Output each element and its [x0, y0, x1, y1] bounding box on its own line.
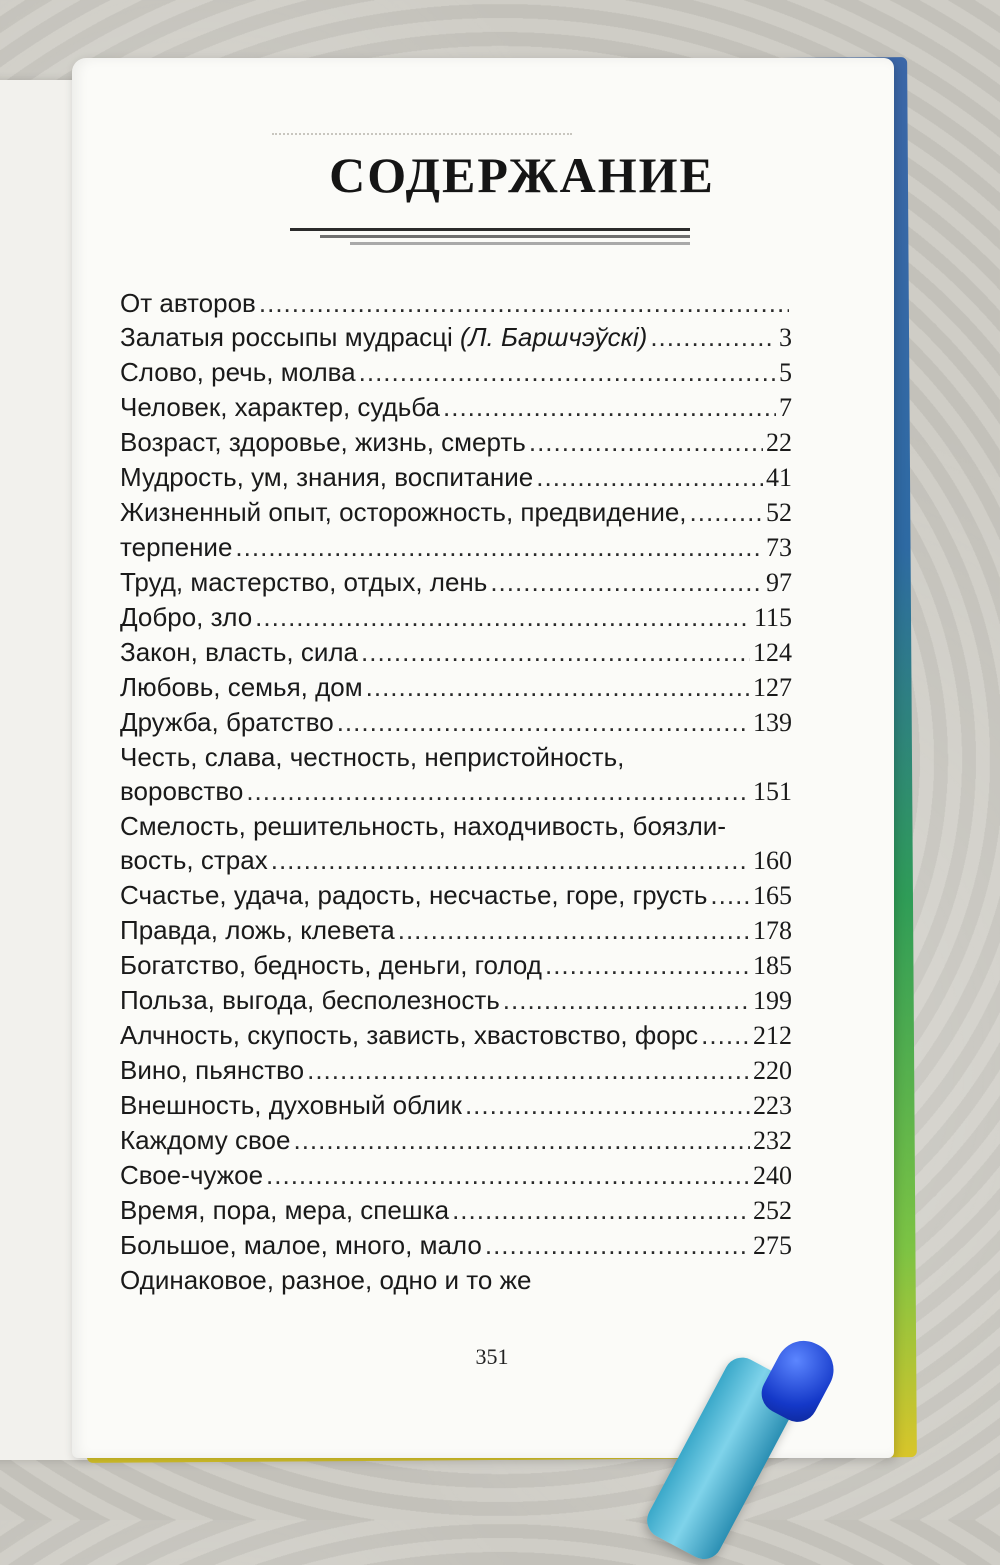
pen	[720, 1340, 830, 1560]
toc-entry: Залатыя россыпы мудрасці (Л. Баршчэўскі) ..... 3	[120, 320, 792, 355]
toc-entry: Польза, выгода, бесполезность ..... 199	[120, 983, 792, 1018]
toc-entry: Каждому свое ..... 232	[120, 1123, 792, 1158]
toc-entry: Человек, характер, судьба ..... 7	[120, 390, 792, 425]
table-of-contents	[120, 286, 792, 1297]
toc-entry: Добро, зло ..... 115	[120, 600, 792, 635]
toc-entry: вость, страх ..... 160	[120, 843, 792, 878]
toc-entry: Счастье, удача, радость, несчастье, горе, грусть ..... 165	[120, 878, 792, 913]
toc-entry: терпение ..... 73	[120, 530, 792, 565]
toc-entry: Слово, речь, молва ..... 5	[120, 355, 792, 390]
title-underline-ornament	[290, 228, 690, 250]
toc-entry: Время, пора, мера, спешка ..... 252	[120, 1193, 792, 1228]
page-number: 351	[475, 1344, 509, 1369]
toc-entry: Большое, малое, много, мало ..... 275	[120, 1228, 792, 1263]
toc-entry: Мудрость, ум, знания, воспитание ..... 41	[120, 460, 792, 495]
toc-entry: Честь, слава, честность, непристойность,	[120, 742, 625, 772]
toc-entry: Дружба, братство ..... 139	[120, 705, 792, 740]
toc-entry: Любовь, семья, дом ..... 127	[120, 670, 792, 705]
toc-entry: Труд, мастерство, отдых, лень ..... 97	[120, 565, 792, 600]
toc-entry: Внешность, духовный облик ..... 223	[120, 1088, 792, 1123]
toc-entry: Смелость, решительность, находчивость, боязли-	[120, 811, 726, 841]
toc-entry: Свое-чужое ..... 240	[120, 1158, 792, 1193]
toc-entry-author: (Л. Баршчэўскі)	[460, 322, 648, 352]
toc-entry: воровство ..... 151	[120, 774, 792, 809]
toc-entry: Возраст, здоровье, жизнь, смерть ..... 22	[120, 425, 792, 460]
toc-entry: Алчность, скупость, зависть, хвастовство, форс ..... 212	[120, 1018, 792, 1053]
toc-entry: Богатство, бедность, деньги, голод ..... 185	[120, 948, 792, 983]
toc-entry: От авторов .....	[120, 286, 792, 320]
toc-entry: Закон, власть, сила ..... 124	[120, 635, 792, 670]
toc-entry: Правда, ложь, клевета ..... 178	[120, 913, 792, 948]
toc-entry: Жизненный опыт, осторожность, предвидение, ..... 52	[120, 495, 792, 530]
toc-entry: Вино, пьянство ..... 220	[120, 1053, 792, 1088]
page-title: СОДЕРЖАНИЕ	[329, 147, 715, 203]
toc-entry: Одинаковое, разное, одно и то же	[120, 1265, 532, 1295]
book-page	[72, 58, 894, 1458]
header-ornament	[272, 133, 572, 137]
